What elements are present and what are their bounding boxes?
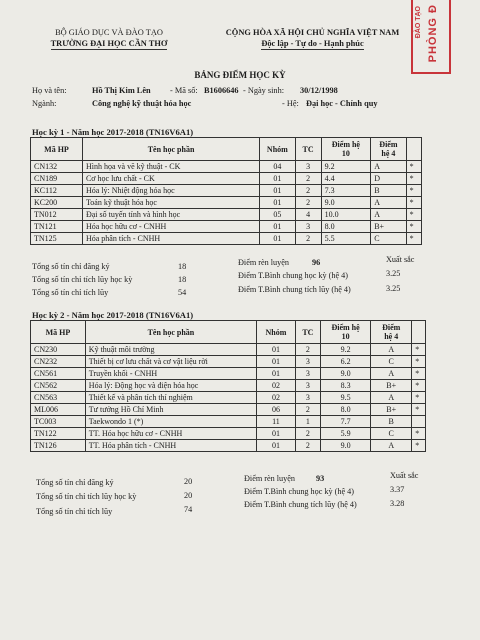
- republic-name: CỘNG HÒA XÃ HỘI CHỦ NGHĨA VIỆT NAM: [225, 28, 400, 37]
- table-cell: TN012: [31, 209, 83, 221]
- table-header-row: [31, 321, 426, 344]
- table-row: [31, 344, 426, 356]
- table-cell: B+: [371, 380, 412, 392]
- table-cell: Toán kỹ thuật hóa học: [82, 197, 259, 209]
- table-cell: 4: [295, 209, 321, 221]
- stamp-text-small: ĐÀO TẠO: [415, 6, 422, 39]
- sem1-acc-label: Tổng số tín chỉ tích lũy học kỳ: [32, 275, 133, 284]
- sem2-gpa-label: Điểm T.Bình chung học kỳ (hệ 4): [244, 487, 354, 496]
- table-cell: *: [406, 233, 421, 245]
- table-cell: Hóa học hữu cơ - CNHH: [82, 221, 259, 233]
- table-cell: CN132: [31, 161, 83, 173]
- table-cell: Cơ học lưu chất - CK: [82, 173, 259, 185]
- sem1-cgpa-label: Điểm T.Bình chung tích lũy (hệ 4): [238, 285, 351, 294]
- table-cell: CN230: [31, 344, 86, 356]
- table-cell: 7.7: [320, 416, 370, 428]
- table-cell: TN126: [31, 440, 86, 452]
- sem1-cgpa-value: 3.25: [386, 284, 401, 293]
- table-cell: B: [371, 185, 406, 197]
- table-cell: 01: [260, 221, 295, 233]
- sem1-rank: Xuất sắc: [386, 255, 415, 264]
- student-name: Hồ Thị Kim Lên: [92, 86, 151, 95]
- date-of-birth: 30/12/1998: [300, 86, 338, 95]
- table-cell: Thiết kế và phân tích thí nghiệm: [85, 392, 256, 404]
- table-cell: 06: [257, 404, 296, 416]
- header-text: Điểm: [382, 323, 401, 332]
- table-cell: 9.0: [320, 368, 370, 380]
- table-cell: 3: [295, 161, 321, 173]
- header-group: Nhóm: [260, 138, 295, 161]
- sem1-reg-label: Tổng số tín chỉ đăng ký: [32, 262, 110, 271]
- table-cell: *: [412, 344, 426, 356]
- table-cell: *: [412, 404, 426, 416]
- header-score4: [371, 321, 412, 344]
- system-label: - Hệ:: [282, 99, 299, 108]
- header-mark: [406, 138, 421, 161]
- table-cell: *: [412, 356, 426, 368]
- table-cell: *: [406, 185, 421, 197]
- table-cell: 01: [257, 440, 296, 452]
- table-cell: B+: [371, 221, 406, 233]
- table-cell: A: [371, 197, 406, 209]
- header-code: Mã HP: [31, 138, 83, 161]
- table-cell: *: [406, 197, 421, 209]
- sem2-cgpa-label: Điểm T.Bình chung tích lũy (hệ 4): [244, 500, 357, 509]
- table-row: [31, 161, 422, 173]
- semester-2-title: Học kỳ 2 - Năm học 2017-2018 (TN16V6A1): [32, 310, 194, 320]
- sem1-gpa-value: 3.25: [386, 269, 401, 278]
- table-cell: 5.5: [321, 233, 371, 245]
- sem2-cum-value: 74: [184, 505, 193, 514]
- table-row: [31, 416, 426, 428]
- table-row: [31, 197, 422, 209]
- sem1-train-value: 96: [312, 258, 321, 267]
- sem2-rank: Xuất sắc: [390, 471, 419, 480]
- table-cell: 3: [295, 356, 320, 368]
- table-cell: 6.2: [320, 356, 370, 368]
- table-cell: Kỹ thuật môi trường: [85, 344, 256, 356]
- table-cell: 05: [260, 209, 295, 221]
- table-row: [31, 173, 422, 185]
- table-row: [31, 356, 426, 368]
- table-cell: Truyền khối - CNHH: [85, 368, 256, 380]
- table-header-row: [31, 138, 422, 161]
- semester-1-table: [30, 137, 422, 245]
- national-header: [200, 27, 425, 50]
- table-row: [31, 440, 426, 452]
- sem2-reg-value: 20: [184, 477, 193, 486]
- sem1-cum-value: 54: [178, 288, 187, 297]
- header-score10: [320, 321, 370, 344]
- table-cell: 9.0: [321, 197, 371, 209]
- major-name: Công nghệ kỹ thuật hóa học: [92, 99, 192, 108]
- table-cell: A: [371, 209, 406, 221]
- table-cell: Tư tưởng Hồ Chí Minh: [85, 404, 256, 416]
- table-cell: 9.2: [320, 344, 370, 356]
- table-cell: 01: [257, 344, 296, 356]
- sem1-gpa-label: Điểm T.Bình chung học kỳ (hệ 4): [238, 271, 348, 280]
- table-cell: 2: [295, 233, 321, 245]
- semester-2-table: [30, 320, 426, 452]
- table-cell: TC003: [31, 416, 86, 428]
- table-cell: CN561: [31, 368, 86, 380]
- table-cell: 9.5: [320, 392, 370, 404]
- dob-label: - Ngày sinh:: [243, 86, 285, 95]
- header-group: Nhóm: [257, 321, 296, 344]
- table-row: [31, 368, 426, 380]
- table-cell: *: [406, 173, 421, 185]
- table-cell: 01: [260, 233, 295, 245]
- table-cell: *: [412, 380, 426, 392]
- sem1-cum-label: Tổng số tín chỉ tích lũy: [32, 288, 109, 297]
- header-text: Điểm hệ: [331, 140, 360, 149]
- table-cell: 7.3: [321, 185, 371, 197]
- table-cell: 3: [295, 380, 320, 392]
- table-cell: 9.0: [320, 440, 370, 452]
- table-cell: *: [412, 392, 426, 404]
- table-cell: C: [371, 356, 412, 368]
- header-text: 10: [341, 332, 350, 341]
- header-code: Mã HP: [31, 321, 86, 344]
- table-cell: *: [406, 161, 421, 173]
- table-cell: 01: [257, 368, 296, 380]
- table-cell: TN121: [31, 221, 83, 233]
- table-cell: KC112: [31, 185, 83, 197]
- table-cell: CN189: [31, 173, 83, 185]
- table-row: [31, 209, 422, 221]
- table-cell: Hóa lý: Nhiệt động hóa học: [82, 185, 259, 197]
- table-cell: B+: [371, 404, 412, 416]
- table-cell: 1: [295, 416, 320, 428]
- table-cell: 01: [260, 185, 295, 197]
- table-cell: TT. Hóa học hữu cơ - CNHH: [85, 428, 256, 440]
- table-cell: TN125: [31, 233, 83, 245]
- table-cell: C: [371, 428, 412, 440]
- table-cell: A: [371, 368, 412, 380]
- table-cell: TT. Hóa phân tích - CNHH: [85, 440, 256, 452]
- table-cell: 2: [295, 440, 320, 452]
- table-cell: 10.0: [321, 209, 371, 221]
- table-cell: 2: [295, 173, 321, 185]
- table-cell: 3: [295, 221, 321, 233]
- university-name: TRƯỜNG ĐẠI HỌC CẦN THƠ: [50, 39, 168, 48]
- header-text: Điểm: [379, 140, 398, 149]
- sem2-gpa-value: 3.37: [390, 485, 405, 494]
- name-label: Họ và tên:: [32, 86, 67, 95]
- table-cell: Hình họa và vẽ kỹ thuật - CK: [82, 161, 259, 173]
- table-cell: 8.0: [320, 404, 370, 416]
- semester-1-title: Học kỳ 1 - Năm học 2017-2018 (TN16V6A1): [32, 127, 194, 137]
- table-cell: B: [371, 416, 412, 428]
- table-cell: 9.2: [321, 161, 371, 173]
- table-cell: 3: [295, 392, 320, 404]
- table-cell: A: [371, 392, 412, 404]
- table-cell: *: [406, 209, 421, 221]
- sem1-train-label: Điểm rèn luyện: [238, 258, 289, 267]
- table-cell: 2: [295, 197, 321, 209]
- table-cell: TN122: [31, 428, 86, 440]
- header-text: hệ 4: [381, 149, 396, 158]
- table-cell: Hóa lý: Động học và điện hóa học: [85, 380, 256, 392]
- header-text: hệ 4: [384, 332, 399, 341]
- sem1-acc-value: 18: [178, 275, 187, 284]
- table-cell: D: [371, 173, 406, 185]
- table-cell: 04: [260, 161, 295, 173]
- table-row: [31, 233, 422, 245]
- sem2-cgpa-value: 3.28: [390, 499, 405, 508]
- table-cell: 02: [257, 380, 296, 392]
- table-cell: *: [406, 221, 421, 233]
- table-cell: *: [412, 428, 426, 440]
- sem2-reg-label: Tổng số tín chỉ đăng ký: [36, 478, 114, 487]
- student-name-line: [32, 86, 338, 95]
- table-cell: Taekwondo 1 (*): [85, 416, 256, 428]
- table-cell: 2: [295, 185, 321, 197]
- table-cell: 01: [257, 356, 296, 368]
- table-cell: 2: [295, 404, 320, 416]
- header-credits: TC: [295, 138, 321, 161]
- header-mark: [412, 321, 426, 344]
- table-row: [31, 185, 422, 197]
- table-cell: A: [371, 344, 412, 356]
- table-cell: CN232: [31, 356, 86, 368]
- table-row: [31, 392, 426, 404]
- student-id-label: - Mã số:: [170, 86, 198, 95]
- table-cell: 3: [295, 368, 320, 380]
- table-cell: 5.9: [320, 428, 370, 440]
- table-cell: CN562: [31, 380, 86, 392]
- table-cell: 4.4: [321, 173, 371, 185]
- table-cell: 8.0: [321, 221, 371, 233]
- study-system: Đại học - Chính quy: [306, 99, 378, 108]
- major-label: Ngành:: [32, 99, 57, 108]
- student-id: B1606646: [204, 86, 239, 95]
- document-title: BẢNG ĐIỂM HỌC KỲ: [194, 70, 286, 80]
- sem2-train-value: 93: [316, 474, 325, 483]
- table-cell: CN563: [31, 392, 86, 404]
- student-major-line: [32, 99, 378, 108]
- stamp-text-large: PHÒNG Đ: [427, 4, 439, 63]
- header-score10: [321, 138, 371, 161]
- table-cell: Thiết bị cơ lưu chất và cơ vật liệu rời: [85, 356, 256, 368]
- header-text: 10: [341, 149, 350, 158]
- table-cell: *: [412, 368, 426, 380]
- sem1-reg-value: 18: [178, 262, 187, 271]
- table-cell: [412, 416, 426, 428]
- table-cell: 2: [295, 428, 320, 440]
- table-row: [31, 404, 426, 416]
- header-course: Tên học phần: [85, 321, 256, 344]
- table-row: [31, 428, 426, 440]
- table-cell: A: [371, 440, 412, 452]
- table-cell: 8.3: [320, 380, 370, 392]
- table-cell: Đại số tuyến tính và hình học: [82, 209, 259, 221]
- sem2-cum-label: Tổng số tín chỉ tích lũy: [36, 507, 113, 516]
- sem2-acc-label: Tổng số tín chỉ tích lũy học kỳ: [36, 492, 137, 501]
- table-cell: 02: [257, 392, 296, 404]
- table-cell: 11: [257, 416, 296, 428]
- header-score4: [371, 138, 406, 161]
- header-credits: TC: [295, 321, 320, 344]
- table-cell: 01: [260, 197, 295, 209]
- office-stamp: [411, 0, 451, 74]
- table-cell: *: [412, 440, 426, 452]
- table-cell: 2: [295, 344, 320, 356]
- table-cell: 01: [257, 428, 296, 440]
- header-text: Điểm hệ: [331, 323, 360, 332]
- table-row: [31, 380, 426, 392]
- institution-header: [34, 27, 184, 50]
- table-row: [31, 221, 422, 233]
- table-cell: C: [371, 233, 406, 245]
- table-cell: Hóa phân tích - CNHH: [82, 233, 259, 245]
- sem2-train-label: Điểm rèn luyện: [244, 474, 295, 483]
- national-motto: Độc lập - Tự do - Hạnh phúc: [261, 39, 364, 48]
- table-cell: KC200: [31, 197, 83, 209]
- table-cell: A: [371, 161, 406, 173]
- ministry-name: BỘ GIÁO DỤC VÀ ĐÀO TẠO: [55, 28, 163, 37]
- header-course: Tên học phần: [82, 138, 259, 161]
- table-cell: 01: [260, 173, 295, 185]
- table-cell: ML006: [31, 404, 86, 416]
- sem2-acc-value: 20: [184, 491, 193, 500]
